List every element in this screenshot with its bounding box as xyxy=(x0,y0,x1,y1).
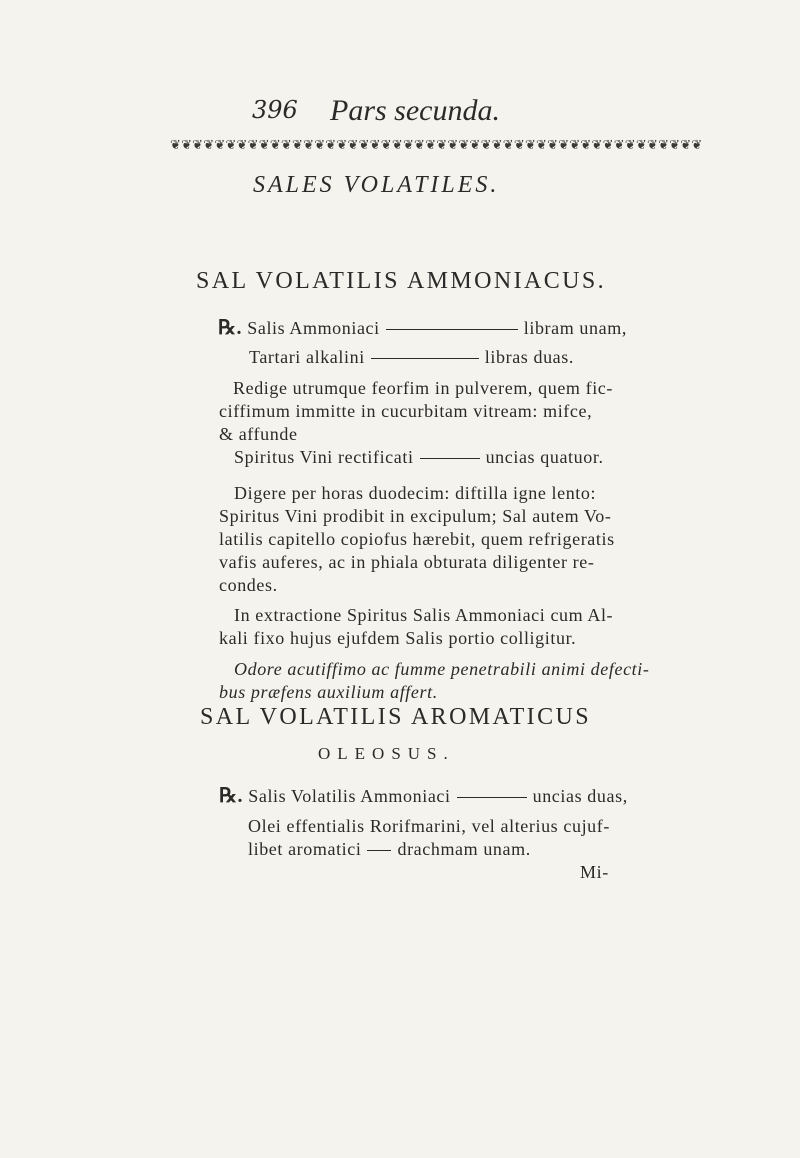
text-line: kali fixo hujus ejufdem Salis portio colligitur. xyxy=(219,628,577,648)
recipe-line xyxy=(218,315,627,340)
text-line: Digere per horas duodecim: diftilla igne lento: xyxy=(234,483,597,503)
leader-dash xyxy=(457,797,527,798)
text-line: In extractione Spiritus Salis Ammoniaci cum Al- xyxy=(234,605,614,625)
leader-dash xyxy=(371,358,479,359)
text-line: Olei effentialis Rorifmarini, vel alterius cujuf- xyxy=(248,816,610,836)
recipe-line xyxy=(249,347,574,368)
recipe-symbol: ℞. xyxy=(218,317,243,339)
recipe-line xyxy=(219,783,628,808)
section-title: SALES VOLATILES. xyxy=(253,172,500,198)
running-title: Pars secunda. xyxy=(330,94,500,127)
page-number: 396 xyxy=(252,96,298,124)
ingredient-name: Tartari alkalini xyxy=(249,347,365,367)
leader-dash xyxy=(386,329,518,330)
ingredient-amount: uncias duas, xyxy=(532,786,628,806)
text-line: vafis auferes, ac in phiala obturata diligenter re- xyxy=(219,552,595,572)
ingredient-amount: drachmam unam. xyxy=(397,839,531,859)
ingredient-amount: libram unam, xyxy=(523,318,627,338)
text-line: Redige utrumque feorfim in pulverem, quem fic- xyxy=(233,378,613,398)
recipe-heading: SAL VOLATILIS AMMONIACUS. xyxy=(196,268,607,294)
text-line: Spiritus Vini prodibit in excipulum; Sal autem Vo- xyxy=(219,506,612,526)
leader-dash xyxy=(420,458,480,459)
ingredient-name: libet aromatici xyxy=(248,839,362,859)
catchword: Mi- xyxy=(580,862,609,882)
recipe-line xyxy=(234,447,604,468)
recipe-subheading: OLEOSUS. xyxy=(318,744,455,763)
text-line: condes. xyxy=(219,575,278,595)
recipe-symbol: ℞. xyxy=(219,785,244,807)
text-line: Odore acutiffimo ac fumme penetrabili animi defecti- xyxy=(234,659,650,679)
ornament-band: ❦❦❦❦❦❦❦❦❦❦❦❦❦❦❦❦❦❦❦❦❦❦❦❦❦❦❦❦❦❦❦❦❦❦❦❦❦❦❦❦❦❦❦❦❦❦❦❦ xyxy=(170,138,703,153)
text-line: bus præfens auxilium affert. xyxy=(219,682,438,702)
text-line: & affunde xyxy=(219,424,298,444)
ingredient-amount: libras duas. xyxy=(484,347,574,367)
recipe-heading: SAL VOLATILIS AROMATICUS xyxy=(200,704,591,730)
ingredient-name: Salis Volatilis Ammoniaci xyxy=(248,786,451,806)
ingredient-amount: uncias quatuor. xyxy=(485,447,604,467)
ingredient-name: Spiritus Vini rectificati xyxy=(234,447,414,467)
leader-dash xyxy=(367,850,391,851)
text-line: ciffimum immitte in cucurbitam vitream: mifce, xyxy=(219,401,593,421)
recipe-line xyxy=(248,839,531,860)
text-line: latilis capitello copiofus hærebit, quem refrigeratis xyxy=(219,529,615,549)
ingredient-name: Salis Ammoniaci xyxy=(247,318,380,338)
